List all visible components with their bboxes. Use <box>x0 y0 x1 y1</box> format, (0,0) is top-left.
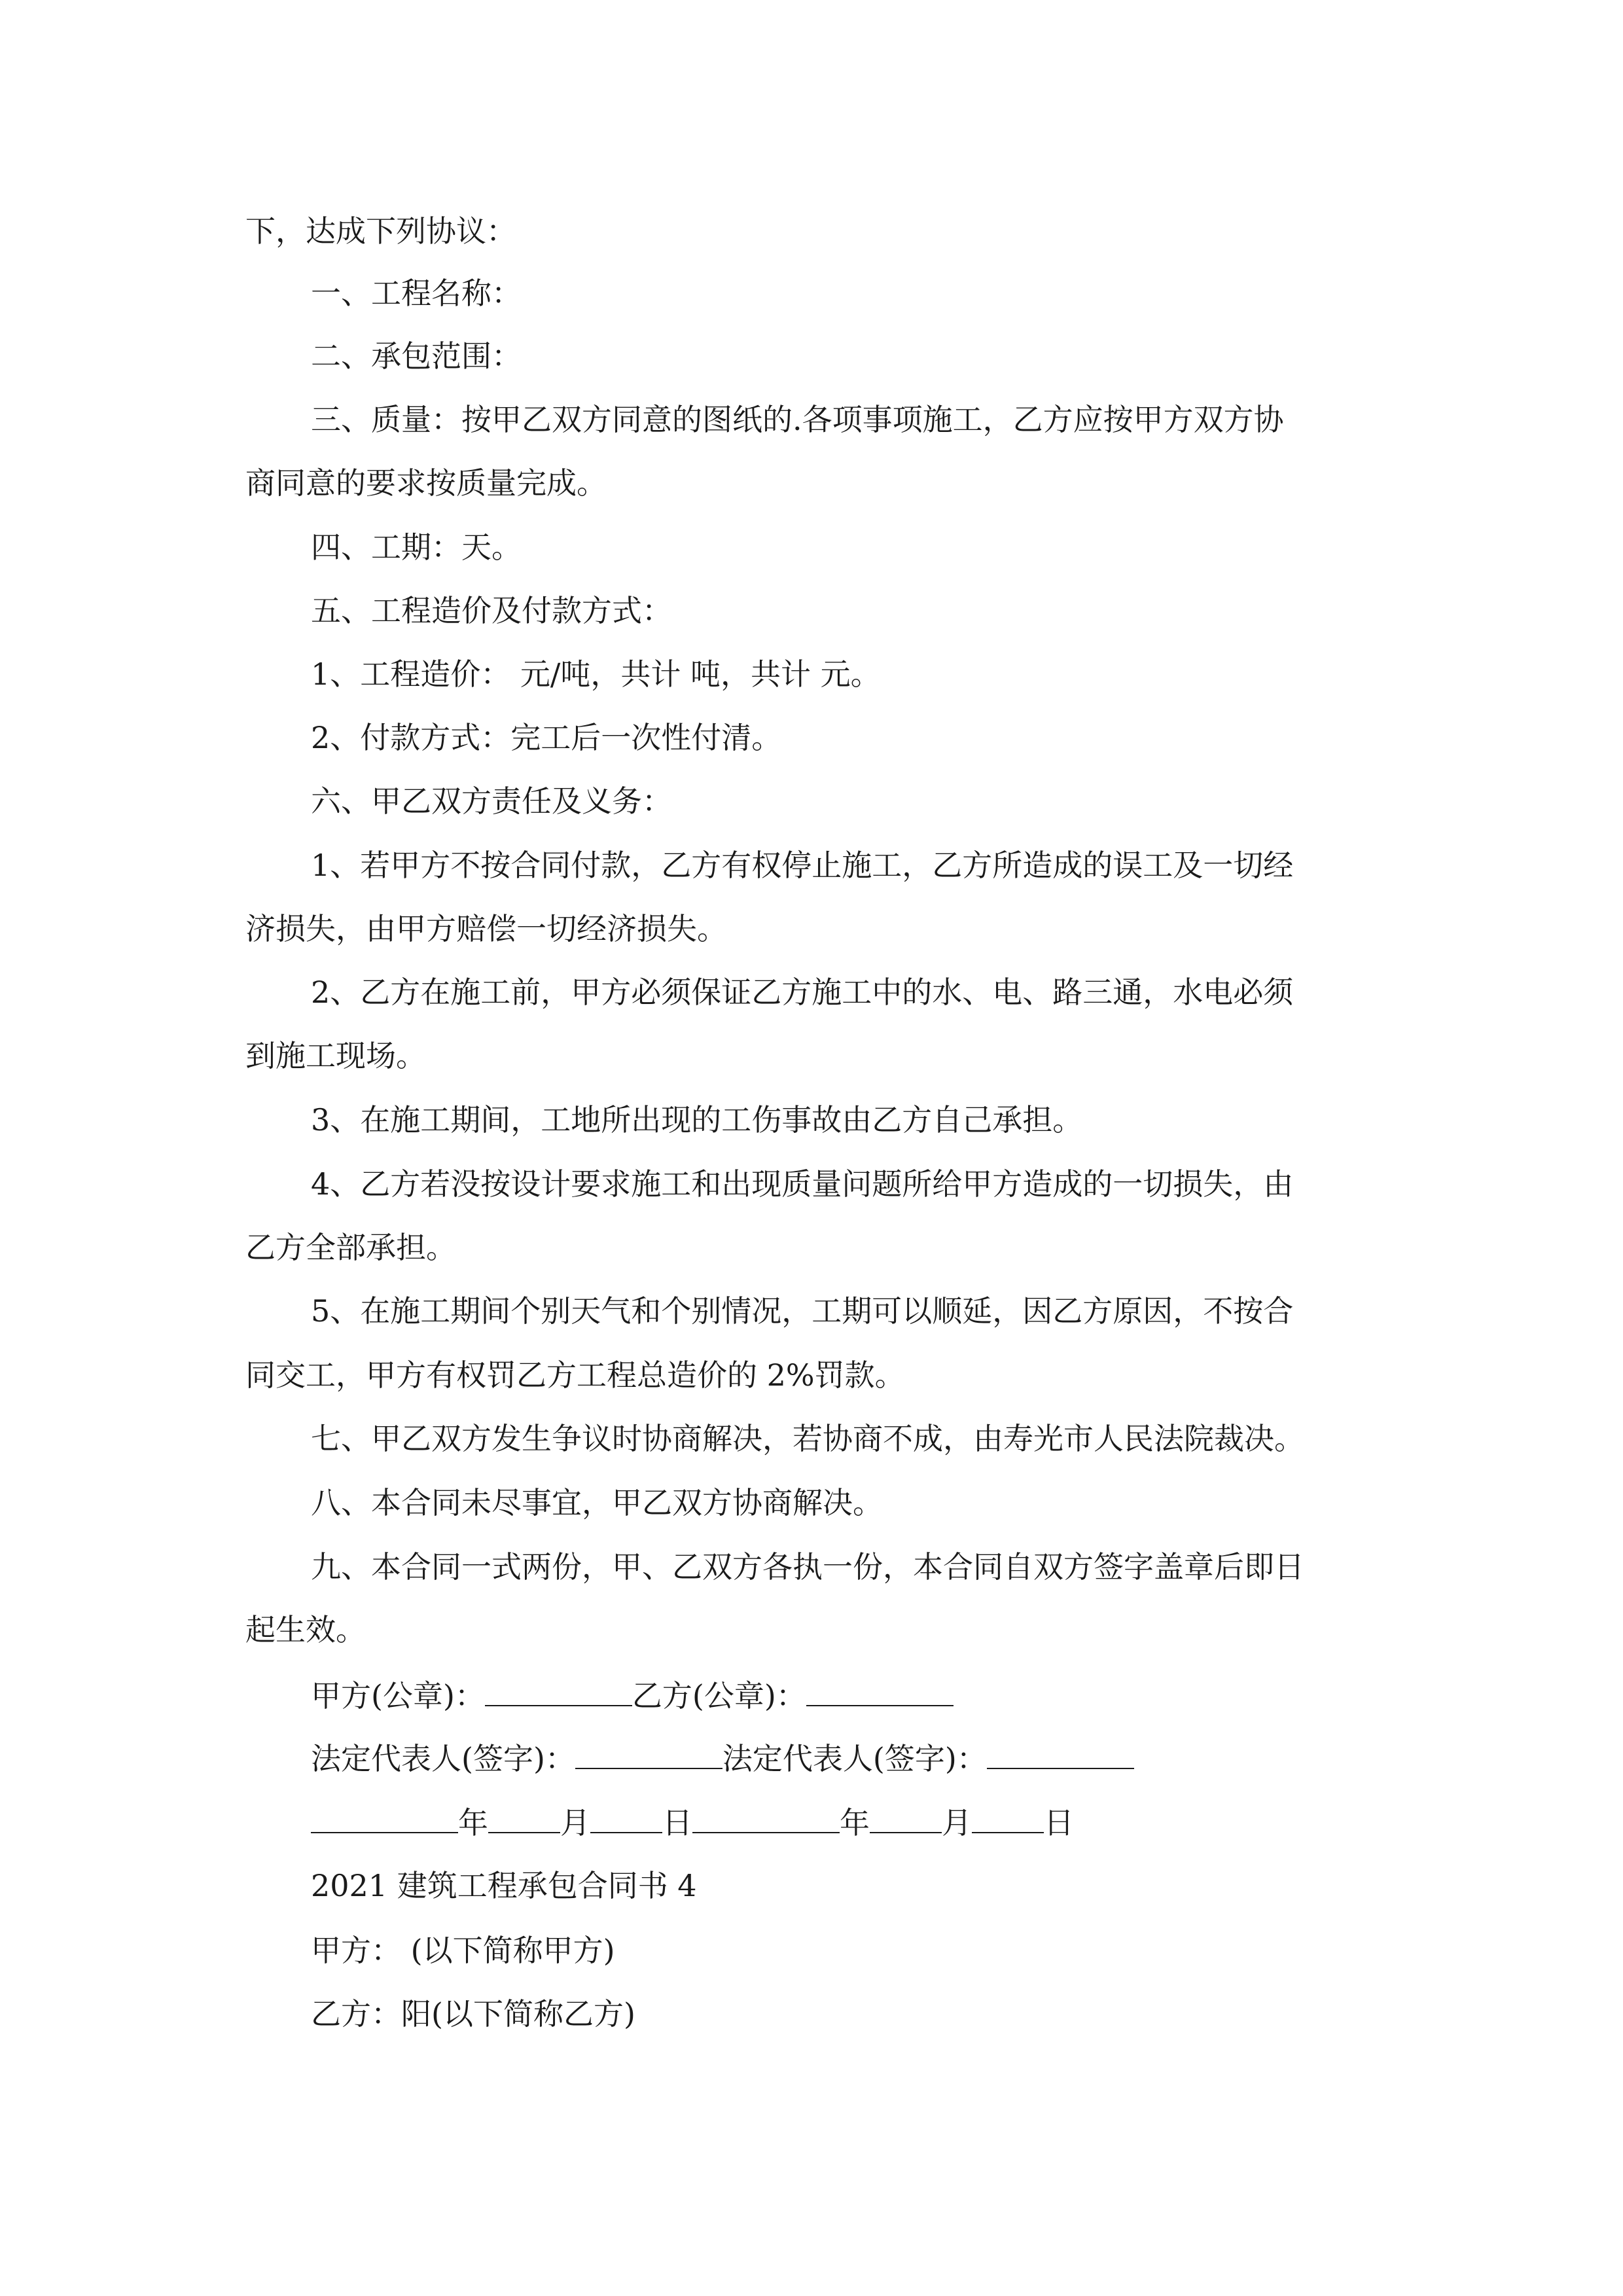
clause-duration: 四、工期：天。 <box>311 529 522 565</box>
clause-quality: 三、质量：按甲乙双方同意的图纸的.各项事项施工，乙方应按甲方双方协 <box>311 402 1284 437</box>
day-blank-a <box>590 1806 662 1833</box>
party-b-seal-blank <box>806 1679 954 1706</box>
text-line: 乙方全部承担。 <box>245 1230 456 1265</box>
seal-line <box>311 1676 954 1715</box>
text-line: 济损失，由甲方赔偿一切经济损失。 <box>245 911 727 946</box>
year-blank-b <box>692 1806 840 1833</box>
year-label-a: 年 <box>458 1805 488 1840</box>
text-line: 2、付款方式：完工后一次性付清。 <box>311 720 782 755</box>
rep-a-blank <box>575 1742 722 1769</box>
text-line: 同交工，甲方有权罚乙方工程总造价的 2%罚款。 <box>245 1357 905 1393</box>
rep-b-blank <box>987 1742 1134 1769</box>
clause-responsibilities: 六、甲乙双方责任及义务： <box>311 783 672 819</box>
rep-b-label: 法定代表人(签字)： <box>722 1741 987 1776</box>
text-line: 下，达成下列协议： <box>245 213 516 249</box>
party-a-seal-blank <box>485 1679 632 1706</box>
party-a-line: 甲方： (以下简称甲方) <box>311 1933 615 1968</box>
clause-project-name: 一、工程名称： <box>311 276 522 311</box>
text-line: 商同意的要求按质量完成。 <box>245 465 607 501</box>
month-blank-b <box>870 1806 942 1833</box>
text-line: 4、乙方若没按设计要求施工和出现质量问题所给甲方造成的一切损失，由 <box>311 1166 1294 1202</box>
text-line: 5、在施工期间个别天气和个别情况，工期可以顺延，因乙方原因，不按合 <box>311 1293 1294 1329</box>
clause-price-payment: 五、工程造价及付款方式： <box>311 593 672 628</box>
clause-dispute: 七、甲乙双方发生争议时协商解决，若协商不成，由寿光市人民法院裁决。 <box>311 1421 1304 1456</box>
text-line: 2、乙方在施工前，甲方必须保证乙方施工中的水、电、路三通，水电必须 <box>311 975 1294 1010</box>
party-b-seal-label: 乙方(公章)： <box>632 1678 806 1713</box>
text-line: 1、工程造价： 元/吨，共计 吨，共计 元。 <box>311 656 881 692</box>
clause-scope: 二、承包范围： <box>311 338 522 374</box>
text-line: 1、若甲方不按合同付款，乙方有权停止施工，乙方所造成的误工及一切经 <box>311 848 1294 883</box>
month-label-a: 月 <box>560 1805 590 1840</box>
rep-a-label: 法定代表人(签字)： <box>311 1741 575 1776</box>
clause-copies: 九、本合同一式两份，甲、乙双方各执一份，本合同自双方签字盖章后即日 <box>311 1549 1304 1585</box>
text-line: 3、在施工期间，工地所出现的工伤事故由乙方自己承担。 <box>311 1102 1083 1138</box>
party-a-seal-label: 甲方(公章)： <box>311 1678 485 1713</box>
month-label-b: 月 <box>942 1805 972 1840</box>
representative-line <box>311 1739 1134 1778</box>
month-blank-a <box>488 1806 560 1833</box>
day-label-b: 日 <box>1044 1805 1074 1840</box>
day-blank-b <box>972 1806 1044 1833</box>
party-b-line: 乙方：阳(以下简称乙方) <box>311 1996 635 2032</box>
day-label-a: 日 <box>662 1805 692 1840</box>
contract-heading: 2021 建筑工程承包合同书 4 <box>311 1868 697 1903</box>
text-line: 起生效。 <box>245 1612 366 1647</box>
date-line <box>311 1803 1074 1842</box>
clause-misc: 八、本合同未尽事宜，甲乙双方协商解决。 <box>311 1485 883 1520</box>
year-label-b: 年 <box>840 1805 870 1840</box>
text-line: 到施工现场。 <box>245 1038 426 1073</box>
year-blank-a <box>311 1806 458 1833</box>
